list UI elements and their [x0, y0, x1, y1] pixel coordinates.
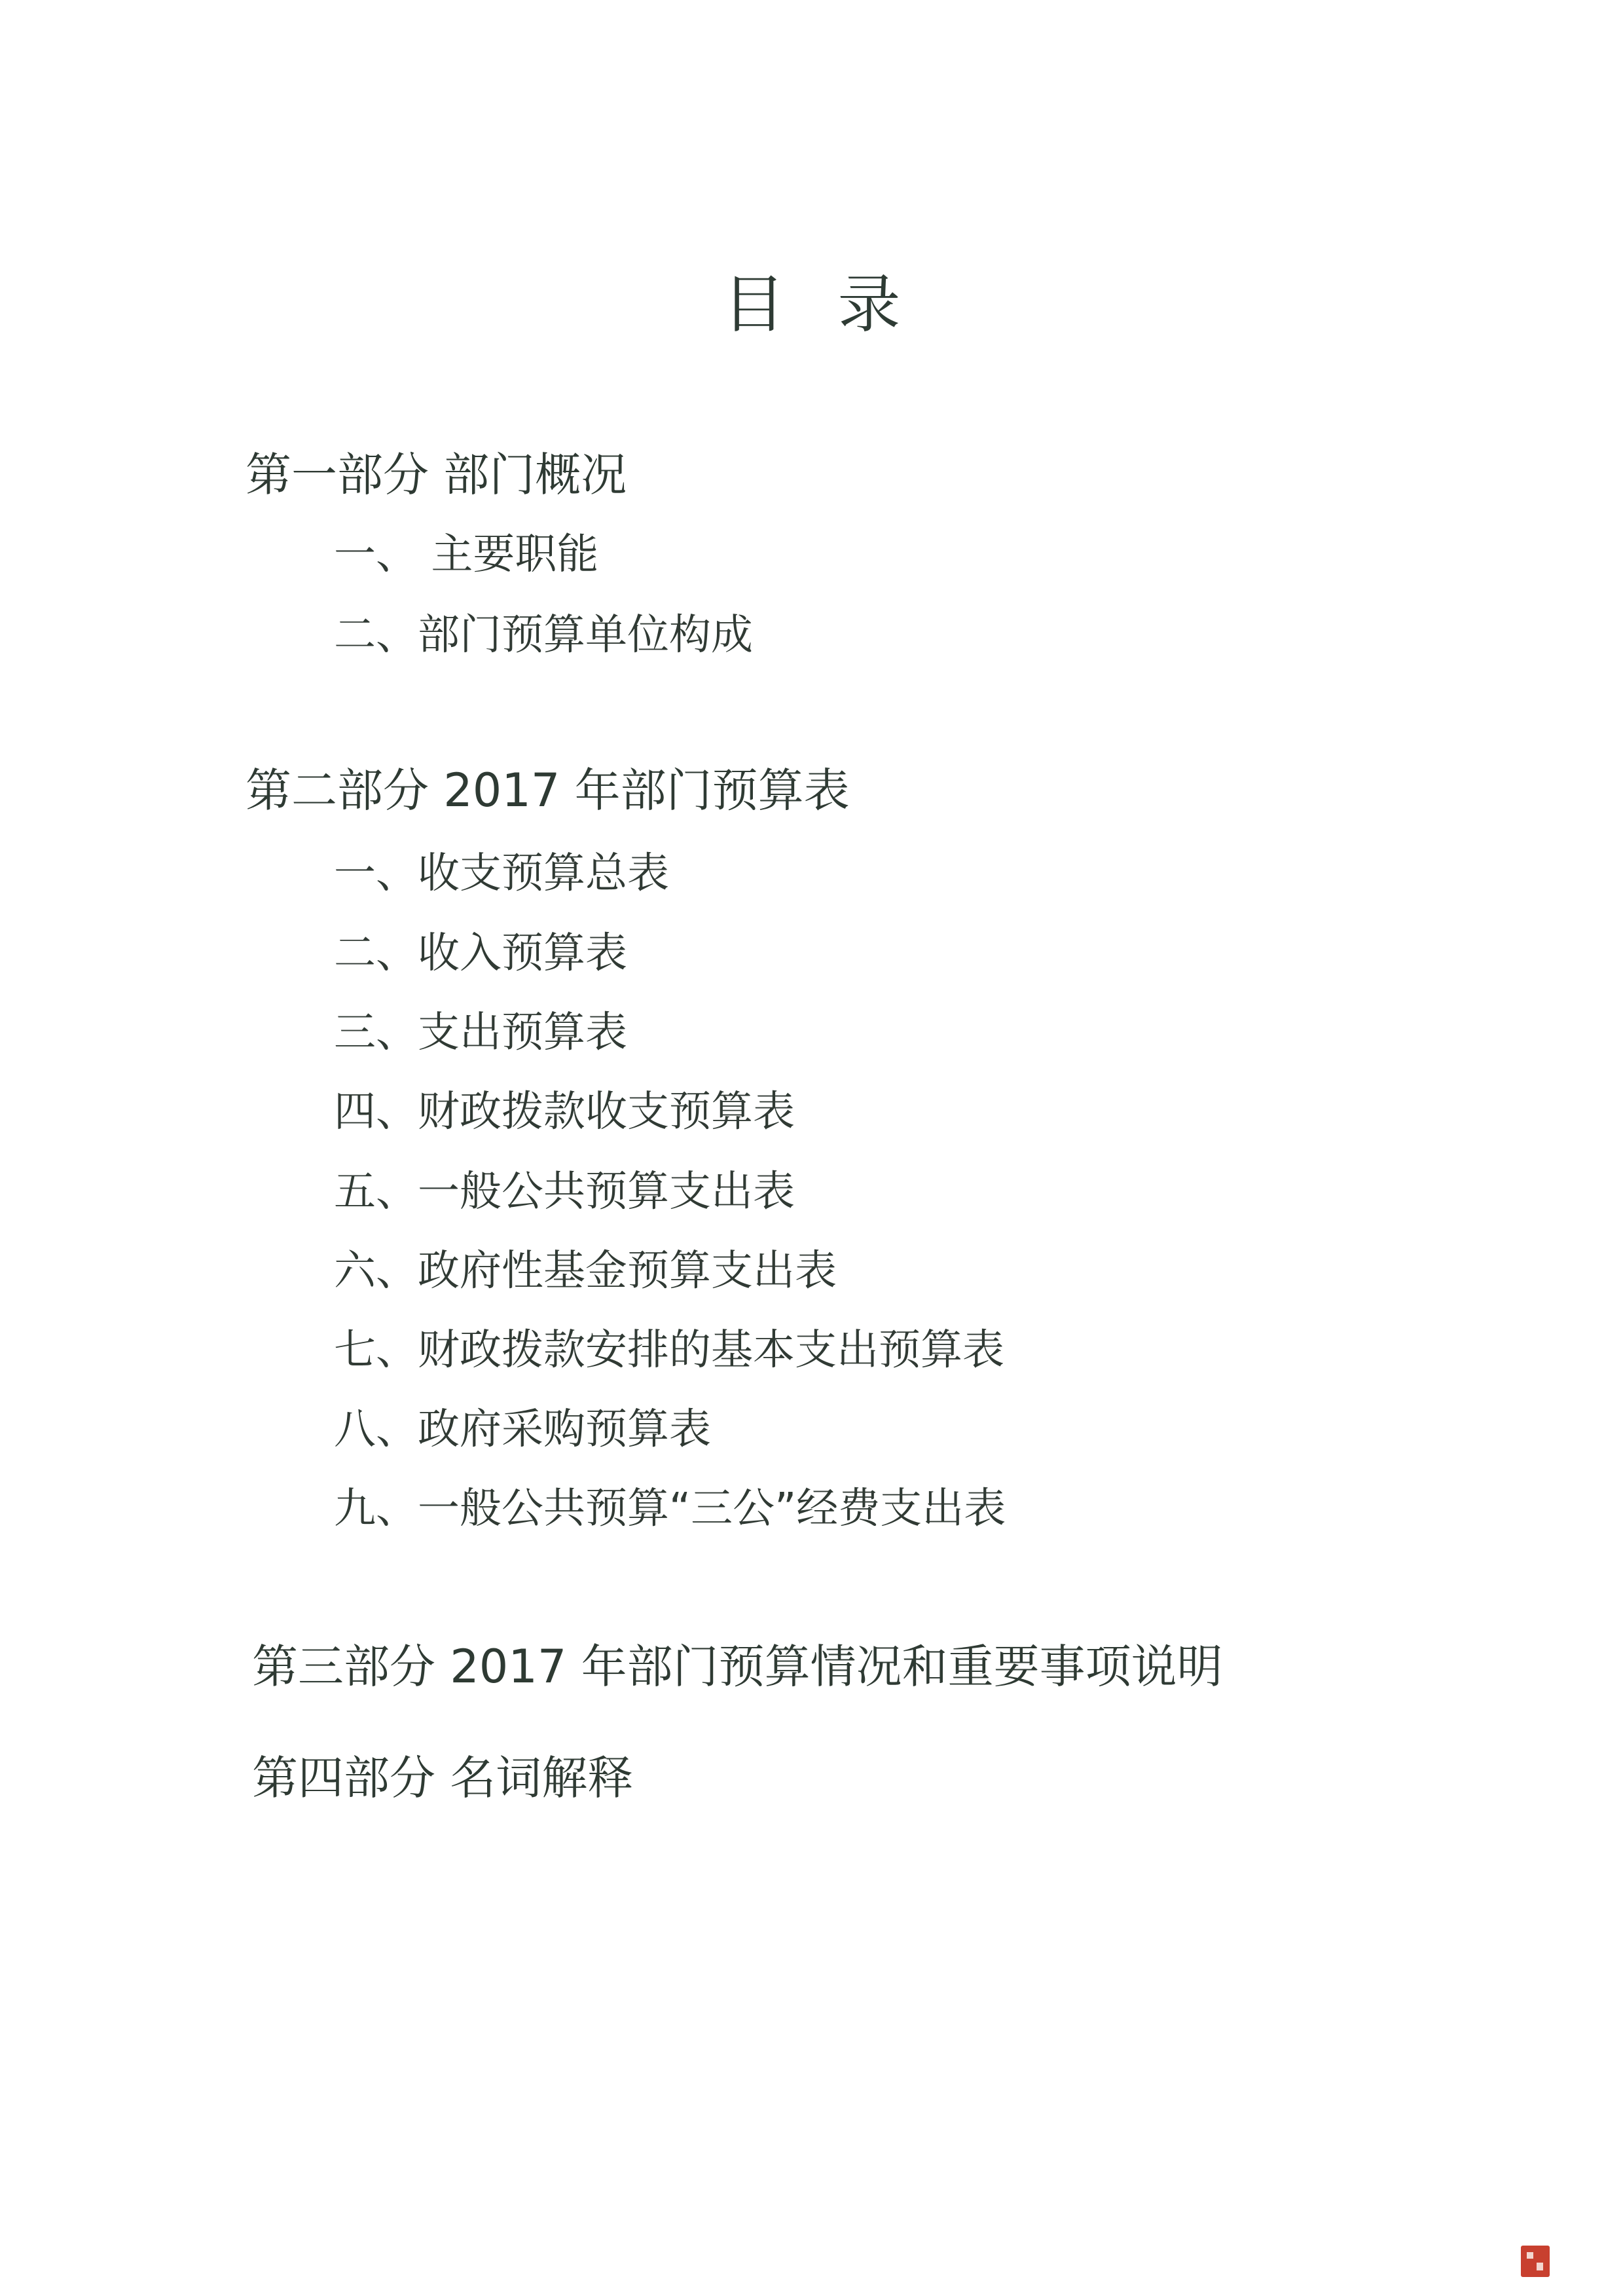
part-3-heading: 第三部分 2017 年部门预算情况和重要事项说明	[252, 1640, 1223, 1694]
part-2-item-2: 二、收入预算表	[334, 929, 627, 978]
part-1-item-2: 二、部门预算单位构成	[334, 611, 753, 659]
part-2-item-7: 七、财政拨款安排的基本支出预算表	[334, 1326, 1004, 1375]
part-2-item-8: 八、政府采购预算表	[334, 1405, 711, 1454]
part-2-item-6: 六、政府性基金预算支出表	[334, 1247, 837, 1295]
part-2-heading: 第二部分 2017 年部门预算表	[246, 764, 850, 817]
part-4-heading: 第四部分 名词解释	[252, 1751, 634, 1805]
part-1-heading: 第一部分 部门概况	[246, 448, 627, 502]
part-2-item-4: 四、财政拨款收支预算表	[334, 1088, 795, 1136]
part-2-item-9: 九、一般公共预算“三公”经费支出表	[334, 1485, 1006, 1533]
toc-title: 目录	[722, 268, 953, 341]
seal-stamp-icon	[1521, 2246, 1550, 2277]
part-2-item-1: 一、收支预算总表	[334, 849, 669, 898]
part-2-item-3: 三、支出预算表	[334, 1009, 627, 1057]
part-2-item-5: 五、一般公共预算支出表	[334, 1168, 795, 1216]
part-1-item-1: 一、 主要职能	[334, 530, 599, 579]
